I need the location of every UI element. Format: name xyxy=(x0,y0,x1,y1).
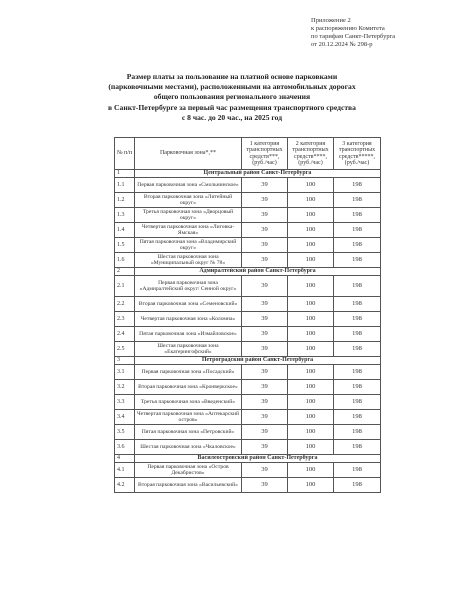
table-row xyxy=(115,312,381,327)
title-line: с 8 час. до 20 час., на 2025 год xyxy=(181,112,283,122)
price-cat2: 100 xyxy=(288,178,334,193)
price-cat3: 198 xyxy=(334,223,381,238)
district-name: Адмиралтейский район Санкт-Петербурга xyxy=(135,268,381,276)
row-number: 4.2 xyxy=(115,478,135,493)
price-cat3: 198 xyxy=(334,380,381,395)
price-cat2: 100 xyxy=(288,297,334,312)
table-row xyxy=(115,425,381,440)
price-cat1: 39 xyxy=(242,342,288,357)
price-cat3: 198 xyxy=(334,327,381,342)
zone-name: Шестая парковочная зона «Чкаловское» xyxy=(135,440,242,455)
row-number: 1.5 xyxy=(115,238,135,253)
price-cat1: 39 xyxy=(242,395,288,410)
document-title xyxy=(96,72,368,123)
appendix-note xyxy=(311,17,395,49)
price-cat3: 198 xyxy=(334,276,381,297)
table-row xyxy=(115,365,381,380)
appendix-line: к распоряжению Комитета xyxy=(311,25,385,32)
row-number: 4.1 xyxy=(115,463,135,478)
price-cat2: 100 xyxy=(288,208,334,223)
row-number: 3.1 xyxy=(115,365,135,380)
price-cat3: 198 xyxy=(334,410,381,425)
price-cat2: 100 xyxy=(288,395,334,410)
price-cat3: 198 xyxy=(334,193,381,208)
price-cat2: 100 xyxy=(288,276,334,297)
row-number: 1.6 xyxy=(115,253,135,268)
zone-name: Вторая парковочная зона «Семеновский» xyxy=(135,297,242,312)
header-cat2: 2 категория транспортных средств****, (руб./час) xyxy=(288,138,334,170)
zone-name: Первая парковочная зона «Адмиралтейский округ/ Сенной округ» xyxy=(135,276,242,297)
price-cat3: 198 xyxy=(334,208,381,223)
row-number: 1.3 xyxy=(115,208,135,223)
price-cat2: 100 xyxy=(288,253,334,268)
price-cat2: 100 xyxy=(288,365,334,380)
zone-name: Пятая парковочная зона «Петровский» xyxy=(135,425,242,440)
district-name: Василеостровский район Санкт-Петербурга xyxy=(135,455,381,463)
price-cat1: 39 xyxy=(242,312,288,327)
table-row xyxy=(115,478,381,493)
appendix-line: по тарифам Санкт-Петербурга xyxy=(311,33,396,40)
table-row xyxy=(115,395,381,410)
price-cat1: 39 xyxy=(242,478,288,493)
row-number: 1.2 xyxy=(115,193,135,208)
price-cat3: 198 xyxy=(334,297,381,312)
price-cat1: 39 xyxy=(242,297,288,312)
district-row xyxy=(115,268,381,276)
title-line: (парковочными местами), расположенными на автомобильных дорогах xyxy=(108,82,356,92)
price-cat3: 198 xyxy=(334,253,381,268)
price-cat2: 100 xyxy=(288,425,334,440)
zone-name: Первая парковочная зона «Посадский» xyxy=(135,365,242,380)
price-cat3: 198 xyxy=(334,342,381,357)
table-row xyxy=(115,342,381,357)
zone-name: Четвертая парковочная зона «Коломна» xyxy=(135,312,242,327)
row-number: 2.5 xyxy=(115,342,135,357)
price-cat1: 39 xyxy=(242,193,288,208)
table-row xyxy=(115,276,381,297)
price-cat3: 198 xyxy=(334,440,381,455)
table-row xyxy=(115,440,381,455)
row-number: 3 xyxy=(115,357,135,365)
zone-name: Пятая парковочная зона «Измайловское» xyxy=(135,327,242,342)
table-row xyxy=(115,380,381,395)
price-cat3: 198 xyxy=(334,425,381,440)
price-cat2: 100 xyxy=(288,463,334,478)
price-cat2: 100 xyxy=(288,312,334,327)
row-number: 3.2 xyxy=(115,380,135,395)
price-cat2: 100 xyxy=(288,223,334,238)
price-cat3: 198 xyxy=(334,478,381,493)
title-line: в Санкт-Петербурге за первый час размещения транспортного средства xyxy=(108,102,356,112)
row-number: 1.4 xyxy=(115,223,135,238)
price-cat1: 39 xyxy=(242,365,288,380)
zone-name: Шестая парковочная зона «Муниципальный округ № 78» xyxy=(135,253,242,268)
title-line: Размер платы за пользование на платной основе парковками xyxy=(126,72,338,81)
district-row xyxy=(115,455,381,463)
tariff-table xyxy=(114,137,381,493)
price-cat1: 39 xyxy=(242,410,288,425)
price-cat1: 39 xyxy=(242,223,288,238)
zone-name: Вторая парковочная зона «Кронверкское» xyxy=(135,380,242,395)
price-cat2: 100 xyxy=(288,410,334,425)
price-cat1: 39 xyxy=(242,425,288,440)
price-cat2: 100 xyxy=(288,193,334,208)
zone-name: Вторая парковочная зона «Литейный округ» xyxy=(135,193,242,208)
title-line: общего пользования регионального значения xyxy=(153,92,311,102)
row-number: 4 xyxy=(115,455,135,463)
appendix-line: от 20.12.2024 № 298-р xyxy=(311,41,373,48)
row-number: 2.3 xyxy=(115,312,135,327)
price-cat1: 39 xyxy=(242,238,288,253)
header-zone: Парковочная зона*,** xyxy=(135,138,242,170)
row-number: 1.1 xyxy=(115,178,135,193)
zone-name: Пятая парковочная зона «Владимирский округ» xyxy=(135,238,242,253)
row-number: 3.6 xyxy=(115,440,135,455)
row-number: 2.1 xyxy=(115,276,135,297)
zone-name: Первая парковочная зона «Остров Декабристов» xyxy=(135,463,242,478)
zone-name: Шестая парковочная зона «Екатерингофский» xyxy=(135,342,242,357)
table-row xyxy=(115,193,381,208)
row-number: 2.4 xyxy=(115,327,135,342)
price-cat1: 39 xyxy=(242,276,288,297)
table-row xyxy=(115,410,381,425)
header-cat1: 1 категория транспортных средств***, (руб./час) xyxy=(242,138,288,170)
row-number: 2.2 xyxy=(115,297,135,312)
district-name: Петроградский район Санкт-Петербурга xyxy=(135,357,381,365)
price-cat2: 100 xyxy=(288,478,334,493)
row-number: 1 xyxy=(115,170,135,178)
header-cat3: 3 категория транспортных средств*****, (руб./час) xyxy=(334,138,381,170)
price-cat1: 39 xyxy=(242,380,288,395)
table-row xyxy=(115,463,381,478)
table-row xyxy=(115,253,381,268)
price-cat2: 100 xyxy=(288,327,334,342)
district-row xyxy=(115,357,381,365)
row-number: 2 xyxy=(115,268,135,276)
price-cat3: 198 xyxy=(334,395,381,410)
price-cat1: 39 xyxy=(242,463,288,478)
price-cat1: 39 xyxy=(242,178,288,193)
price-cat1: 39 xyxy=(242,208,288,223)
price-cat3: 198 xyxy=(334,312,381,327)
price-cat1: 39 xyxy=(242,327,288,342)
price-cat1: 39 xyxy=(242,440,288,455)
table-row xyxy=(115,178,381,193)
price-cat2: 100 xyxy=(288,342,334,357)
table-header-row xyxy=(115,138,381,170)
zone-name: Четвертая парковочная зона «Лиговка-Ямская» xyxy=(135,223,242,238)
table-row xyxy=(115,327,381,342)
price-cat3: 198 xyxy=(334,238,381,253)
row-number: 3.3 xyxy=(115,395,135,410)
price-cat3: 198 xyxy=(334,178,381,193)
table-row xyxy=(115,223,381,238)
price-cat2: 100 xyxy=(288,238,334,253)
zone-name: Четвертая парковочная зона «Аптекарский остров» xyxy=(135,410,242,425)
row-number: 3.5 xyxy=(115,425,135,440)
price-cat3: 198 xyxy=(334,365,381,380)
row-number: 3.4 xyxy=(115,410,135,425)
district-row xyxy=(115,170,381,178)
table-row xyxy=(115,238,381,253)
price-cat3: 198 xyxy=(334,463,381,478)
appendix-line: Приложение 2 xyxy=(311,17,351,24)
price-cat2: 100 xyxy=(288,380,334,395)
zone-name: Первая парковочная зона «Смольнинское» xyxy=(135,178,242,193)
table-body xyxy=(115,170,381,493)
price-cat1: 39 xyxy=(242,253,288,268)
header-num: № п/п xyxy=(115,138,135,170)
zone-name: Третья парковочная зона «Дворцовый округ» xyxy=(135,208,242,223)
district-name: Центральный район Санкт-Петербурга xyxy=(135,170,381,178)
price-cat2: 100 xyxy=(288,440,334,455)
zone-name: Третья парковочная зона «Введенский» xyxy=(135,395,242,410)
table-row xyxy=(115,297,381,312)
zone-name: Вторая парковочная зона «Васильевский» xyxy=(135,478,242,493)
table-row xyxy=(115,208,381,223)
